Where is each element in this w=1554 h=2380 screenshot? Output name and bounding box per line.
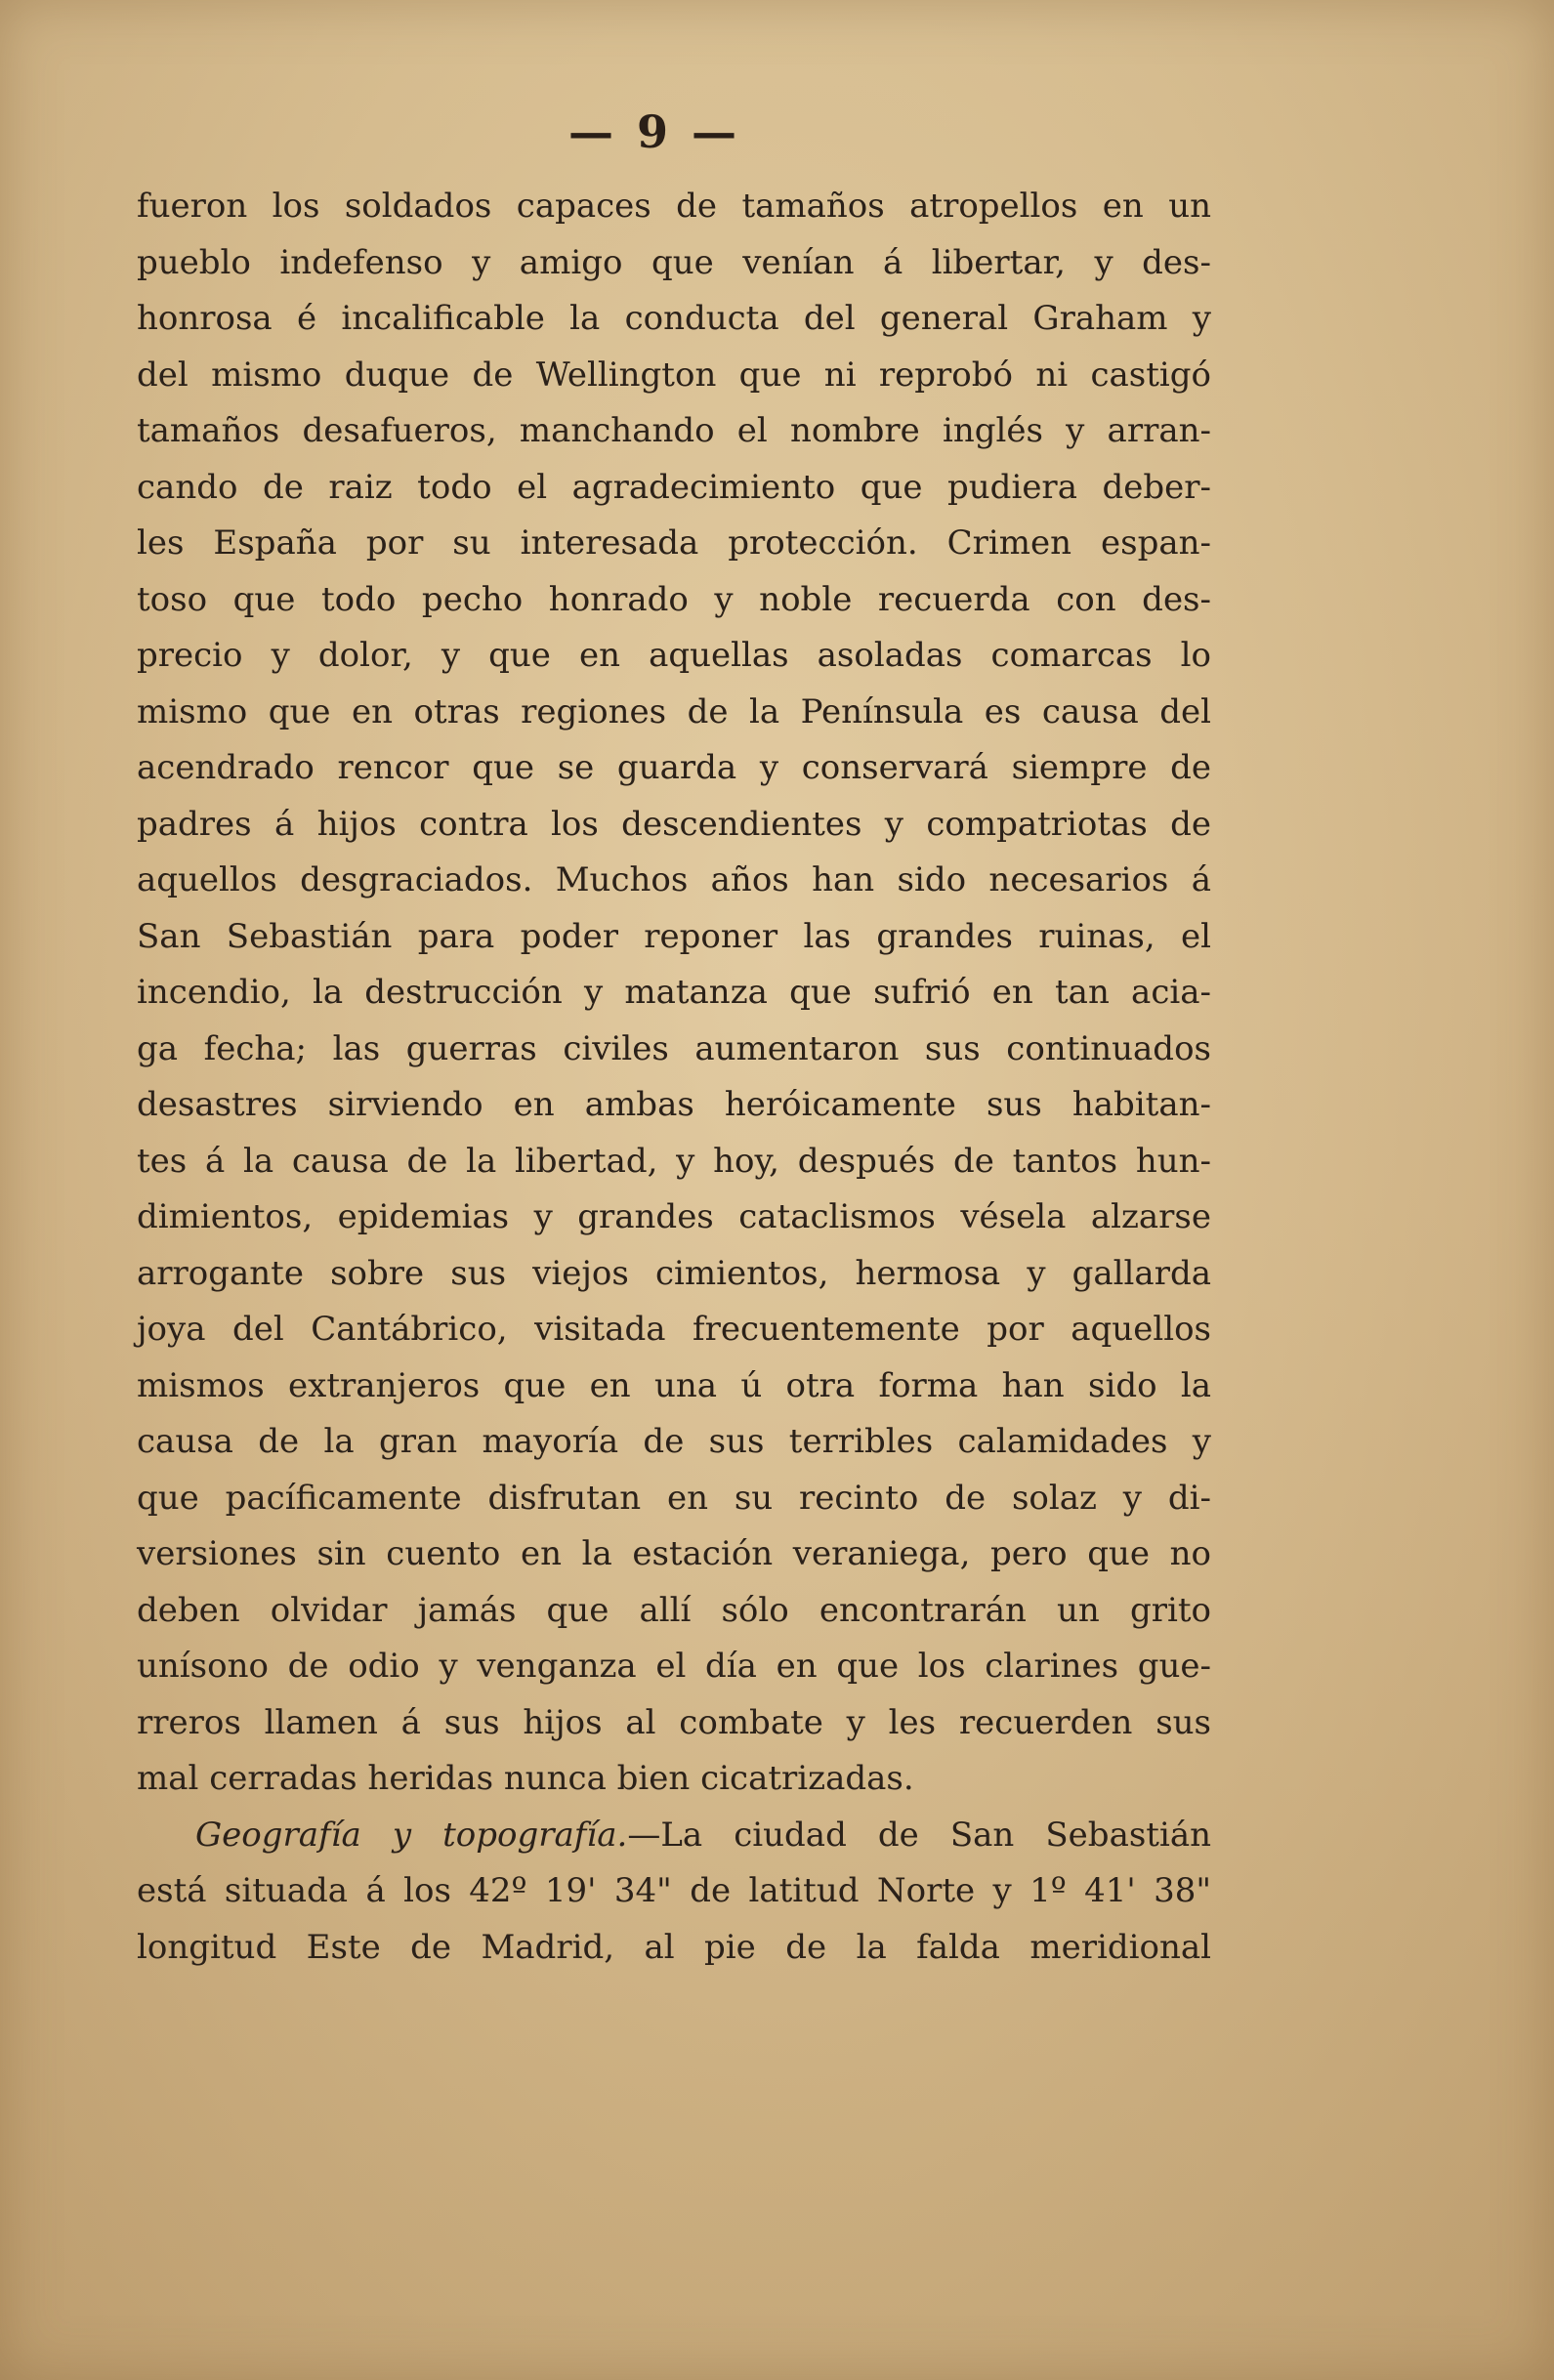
text-line: versiones sin cuento en la estación veraniega, pero que no <box>137 1534 1211 1573</box>
text-line: incendio, la destrucción y matanza que sufrió en tan acia- <box>137 973 1211 1012</box>
paragraph-siege-aftermath <box>137 179 1211 1808</box>
text-line: desastres sirviendo en ambas heróicamente sus habitan- <box>137 1085 1211 1124</box>
text-line: ga fecha; las guerras civiles aumentaron sus continuados <box>137 1028 1211 1068</box>
text-line: está situada á los 42º 19' 34" de latitud Norte y 1º 41' 38" <box>137 1871 1211 1910</box>
text-line: que pacíficamente disfrutan en su recinto de solaz y di- <box>137 1478 1211 1518</box>
text-line: longitud Este de Madrid, al pie de la falda meridional <box>137 1927 1211 1967</box>
text-line: joya del Cantábrico, visitada frecuentemente por aquellos <box>137 1310 1211 1349</box>
text-line: mismos extranjeros que en una ú otra forma han sido la <box>137 1365 1211 1405</box>
text-line: del mismo duque de Wellington que ni reprobó ni castigó <box>137 355 1211 395</box>
text-line: causa de la gran mayoría de sus terribles calamidades y <box>137 1422 1211 1461</box>
text-line: mal cerradas heridas nunca bien cicatrizadas. <box>137 1759 914 1798</box>
text-line: San Sebastián para poder reponer las grandes ruinas, el <box>137 916 1211 956</box>
text-line: les España por su interesada protección. Crimen espan- <box>137 523 1211 563</box>
text-line: cando de raiz todo el agradecimiento que pudiera deber- <box>137 467 1211 507</box>
text-line: dimientos, epidemias y grandes cataclismos vésela alzarse <box>137 1197 1211 1236</box>
text-line: padres á hijos contra los descendientes y compatriotas de <box>137 804 1211 844</box>
section-line-rest: —La ciudad de San Sebastián <box>627 1815 1211 1855</box>
text-line: fueron los soldados capaces de tamaños atropellos en un <box>137 187 1211 226</box>
paragraph-geography <box>137 1808 1211 1977</box>
page-number: — 9 — <box>567 105 741 158</box>
text-line: rreros llamen á sus hijos al combate y les recuerden sus <box>137 1702 1211 1742</box>
text-line: toso que todo pecho honrado y noble recuerda con des- <box>137 579 1211 619</box>
text-line: acendrado rencor que se guarda y conservará siempre de <box>137 748 1211 787</box>
section-heading-geography: Geografía y topografía. <box>195 1815 628 1855</box>
text-line: aquellos desgraciados. Muchos años han sido necesarios á <box>137 860 1211 899</box>
body-text <box>137 179 1211 1976</box>
text-line: tes á la causa de la libertad, y hoy, después de tantos hun- <box>137 1141 1211 1181</box>
text-line: pueblo indefenso y amigo que venían á libertar, y des- <box>137 242 1211 282</box>
text-line: deben olvidar jamás que allí sólo encontrarán un grito <box>137 1590 1211 1630</box>
text-line: unísono de odio y venganza el día en que los clarines gue- <box>137 1647 1211 1686</box>
text-line: tamaños desafueros, manchando el nombre inglés y arran- <box>137 411 1211 450</box>
text-line: precio y dolor, y que en aquellas asoladas comarcas lo <box>137 636 1211 675</box>
text-line: arrogante sobre sus viejos cimientos, hermosa y gallarda <box>137 1253 1211 1293</box>
text-line: honrosa é incalificable la conducta del general Graham y <box>137 299 1211 338</box>
text-line: mismo que en otras regiones de la Península es causa del <box>137 691 1211 731</box>
section-line <box>137 1808 1211 1864</box>
